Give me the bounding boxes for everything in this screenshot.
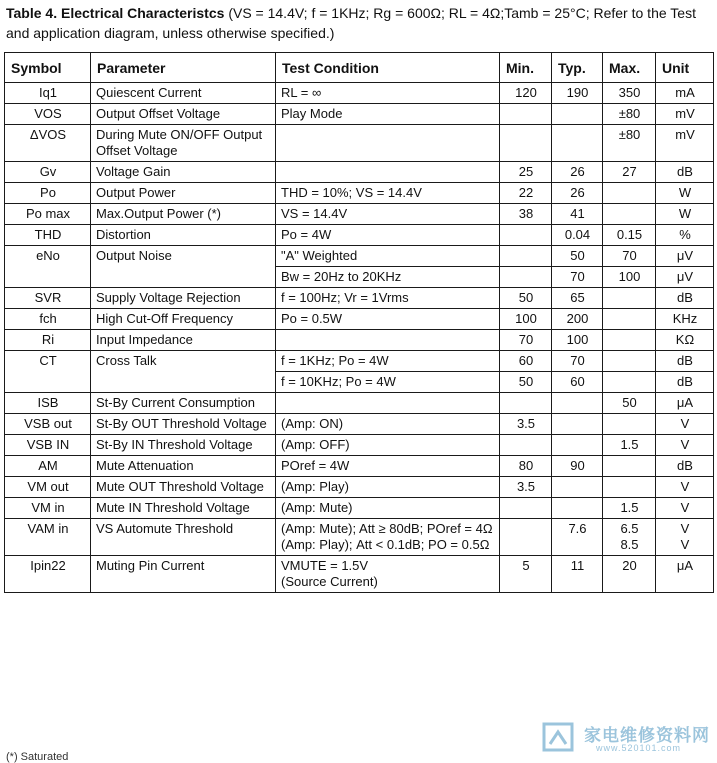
cell-test-condition [276,162,500,183]
cell-unit: dB [656,288,714,309]
watermark [540,718,715,758]
table-row [5,351,714,372]
cell-min: 25 [500,162,552,183]
cell-min: 22 [500,183,552,204]
cell-typ: 190 [552,83,603,104]
cell-typ: 100 [552,330,603,351]
cell-test-condition: "A" Weighted [276,246,500,267]
cell-parameter: Mute IN Threshold Voltage [91,498,276,519]
table-row [5,183,714,204]
cell-typ: 65 [552,288,603,309]
watermark-logo-icon [542,720,576,754]
cell-symbol: Gv [5,162,91,183]
cell-test-condition: Play Mode [276,104,500,125]
cell-test-condition: POref = 4W [276,456,500,477]
cell-min: 3.5 [500,414,552,435]
table-row [5,125,714,162]
cell-unit: μV [656,267,714,288]
cell-symbol: SVR [5,288,91,309]
cell-min [500,393,552,414]
cell-symbol: ΔVOS [5,125,91,162]
cell-typ [552,414,603,435]
cell-parameter: Input Impedance [91,330,276,351]
cell-parameter: Voltage Gain [91,162,276,183]
cell-symbol: Ipin22 [5,556,91,593]
cell-max [603,414,656,435]
cell-min [500,246,552,267]
header-symbol: Symbol [5,53,91,83]
cell-unit: W [656,204,714,225]
table-row [5,162,714,183]
cell-min [500,498,552,519]
cell-max: 1.5 [603,498,656,519]
cell-typ: 90 [552,456,603,477]
cell-symbol: VM in [5,498,91,519]
cell-unit: V [656,435,714,456]
cell-min: 70 [500,330,552,351]
cell-min: 3.5 [500,477,552,498]
cell-parameter: Mute Attenuation [91,456,276,477]
cell-min: 50 [500,372,552,393]
cell-test-condition: THD = 10%; VS = 14.4V [276,183,500,204]
cell-parameter: St-By OUT Threshold Voltage [91,414,276,435]
cell-min [500,125,552,162]
cell-max [603,477,656,498]
cell-unit: μA [656,556,714,593]
cell-symbol: fch [5,309,91,330]
cell-symbol: CT [5,351,91,393]
cell-max: 6.5 8.5 [603,519,656,556]
cell-min: 80 [500,456,552,477]
cell-max [603,288,656,309]
cell-max: ±80 [603,104,656,125]
cell-max [603,351,656,372]
table-row [5,204,714,225]
cell-symbol: Iq1 [5,83,91,104]
table-row [5,456,714,477]
cell-test-condition: f = 100Hz; Vr = 1Vrms [276,288,500,309]
cell-typ: 26 [552,162,603,183]
cell-typ [552,498,603,519]
cell-max: 20 [603,556,656,593]
cell-unit: KHz [656,309,714,330]
cell-unit: μA [656,393,714,414]
cell-max: 350 [603,83,656,104]
cell-typ: 11 [552,556,603,593]
cell-symbol: ISB [5,393,91,414]
cell-max [603,309,656,330]
cell-typ: 70 [552,351,603,372]
watermark-url: www.520101.com [596,743,682,753]
table-row [5,330,714,351]
cell-test-condition: (Amp: Play) [276,477,500,498]
caption-lead: Table 4. Electrical Characteristcs [6,5,225,21]
cell-max: 0.15 [603,225,656,246]
cell-unit: W [656,183,714,204]
table-row [5,393,714,414]
header-unit: Unit [656,53,714,83]
cell-unit: dB [656,351,714,372]
cell-test-condition: VMUTE = 1.5V (Source Current) [276,556,500,593]
cell-unit: V V [656,519,714,556]
cell-test-condition [276,125,500,162]
cell-typ [552,104,603,125]
cell-typ: 50 [552,246,603,267]
cell-symbol: eNo [5,246,91,288]
cell-max [603,183,656,204]
caption-body: (VS = 14.4V; f = 1KHz; Rg = 600Ω; RL = 4Ω;Tamb = 25°C; Refer to the Test and application diagram, unless otherwise specified.) [6,5,696,41]
header-parameter: Parameter [91,53,276,83]
header-min: Min. [500,53,552,83]
cell-parameter: Output Power [91,183,276,204]
cell-min: 120 [500,83,552,104]
cell-test-condition: Po = 4W [276,225,500,246]
cell-parameter: Quiescent Current [91,83,276,104]
cell-symbol: AM [5,456,91,477]
cell-unit: mA [656,83,714,104]
table-row [5,519,714,556]
cell-min: 38 [500,204,552,225]
cell-parameter: Distortion [91,225,276,246]
cell-symbol: Po max [5,204,91,225]
cell-min [500,435,552,456]
cell-typ: 60 [552,372,603,393]
table-caption [6,3,712,43]
cell-min: 50 [500,288,552,309]
cell-min: 60 [500,351,552,372]
cell-parameter: Cross Talk [91,351,276,393]
footnote: (*) Saturated [6,751,69,763]
cell-symbol: VOS [5,104,91,125]
cell-unit: KΩ [656,330,714,351]
cell-parameter: During Mute ON/OFF Output Offset Voltage [91,125,276,162]
cell-parameter: Muting Pin Current [91,556,276,593]
electrical-characteristics-table [4,52,714,593]
cell-max [603,456,656,477]
cell-parameter: Supply Voltage Rejection [91,288,276,309]
cell-unit: V [656,498,714,519]
cell-max: 70 [603,246,656,267]
table-row [5,477,714,498]
cell-symbol: Po [5,183,91,204]
cell-unit: dB [656,456,714,477]
cell-max: 27 [603,162,656,183]
cell-min [500,225,552,246]
cell-unit: μV [656,246,714,267]
cell-unit: mV [656,125,714,162]
cell-parameter: Output Noise [91,246,276,288]
cell-typ: 7.6 [552,519,603,556]
cell-test-condition [276,330,500,351]
table-row [5,309,714,330]
header-row [5,53,714,83]
cell-typ [552,125,603,162]
cell-min [500,519,552,556]
table-row [5,498,714,519]
cell-typ: 41 [552,204,603,225]
cell-max: 1.5 [603,435,656,456]
cell-symbol: VM out [5,477,91,498]
cell-unit: dB [656,162,714,183]
cell-symbol: VSB out [5,414,91,435]
cell-parameter: Output Offset Voltage [91,104,276,125]
cell-parameter: Max.Output Power (*) [91,204,276,225]
cell-test-condition: (Amp: OFF) [276,435,500,456]
cell-typ [552,477,603,498]
table-row [5,225,714,246]
cell-unit: V [656,477,714,498]
cell-typ: 26 [552,183,603,204]
table-row [5,83,714,104]
table-row [5,556,714,593]
cell-test-condition: f = 1KHz; Po = 4W [276,351,500,372]
cell-min: 100 [500,309,552,330]
cell-test-condition: VS = 14.4V [276,204,500,225]
cell-unit: V [656,414,714,435]
cell-min [500,104,552,125]
cell-parameter: St-By IN Threshold Voltage [91,435,276,456]
table-body [5,83,714,593]
cell-typ: 0.04 [552,225,603,246]
watermark-text: 家电维修资料网 [584,726,710,745]
table-row [5,288,714,309]
cell-typ [552,393,603,414]
header-test-condition: Test Condition [276,53,500,83]
table-row [5,246,714,267]
cell-max: ±80 [603,125,656,162]
header-max: Max. [603,53,656,83]
cell-parameter: St-By Current Consumption [91,393,276,414]
cell-typ [552,435,603,456]
cell-symbol: VSB IN [5,435,91,456]
header-typ: Typ. [552,53,603,83]
cell-min [500,267,552,288]
table-row [5,414,714,435]
cell-typ: 70 [552,267,603,288]
cell-symbol: VAM in [5,519,91,556]
cell-test-condition: Bw = 20Hz to 20KHz [276,267,500,288]
cell-symbol: Ri [5,330,91,351]
cell-test-condition: (Amp: ON) [276,414,500,435]
cell-test-condition: f = 10KHz; Po = 4W [276,372,500,393]
cell-unit: mV [656,104,714,125]
cell-min: 5 [500,556,552,593]
cell-test-condition [276,393,500,414]
cell-parameter: VS Automute Threshold [91,519,276,556]
cell-test-condition: (Amp: Mute); Att ≥ 80dB; POref = 4Ω (Amp: Play); Att < 0.1dB; PO = 0.5Ω [276,519,500,556]
cell-parameter: High Cut-Off Frequency [91,309,276,330]
cell-test-condition: (Amp: Mute) [276,498,500,519]
cell-max [603,330,656,351]
cell-unit: dB [656,372,714,393]
cell-max [603,204,656,225]
table-row [5,435,714,456]
cell-max: 50 [603,393,656,414]
cell-max: 100 [603,267,656,288]
cell-symbol: THD [5,225,91,246]
cell-test-condition: RL = ∞ [276,83,500,104]
cell-typ: 200 [552,309,603,330]
cell-max [603,372,656,393]
cell-test-condition: Po = 0.5W [276,309,500,330]
cell-unit: % [656,225,714,246]
cell-parameter: Mute OUT Threshold Voltage [91,477,276,498]
table-row [5,104,714,125]
